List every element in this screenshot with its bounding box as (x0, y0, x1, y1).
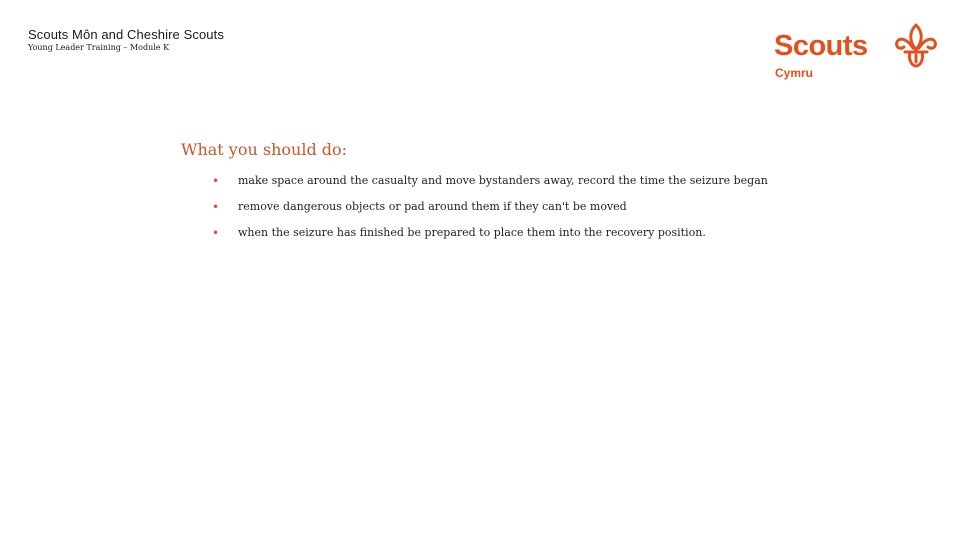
section-heading: What you should do: (181, 140, 348, 159)
logo-subtitle: Cymru (775, 66, 814, 80)
bullet-list (212, 173, 768, 251)
bullet-icon: • (212, 226, 220, 240)
list-item (212, 225, 768, 251)
scouts-cymru-logo (772, 22, 937, 82)
logo-wordmark: Scouts (774, 30, 868, 62)
bullet-icon: • (212, 200, 220, 214)
fleur-de-lis-icon (894, 22, 938, 70)
org-title: Scouts Môn and Cheshire Scouts (28, 27, 224, 42)
list-item (212, 173, 768, 199)
list-item (212, 199, 768, 225)
bullet-icon: • (212, 174, 220, 188)
module-title: Young Leader Training – Module K (28, 43, 170, 52)
bullet-text: when the seizure has finished be prepared to place them into the recovery position. (238, 226, 706, 239)
bullet-text: make space around the casualty and move bystanders away, record the time the seizure began (238, 174, 768, 187)
bullet-text: remove dangerous objects or pad around them if they can't be moved (238, 200, 627, 213)
